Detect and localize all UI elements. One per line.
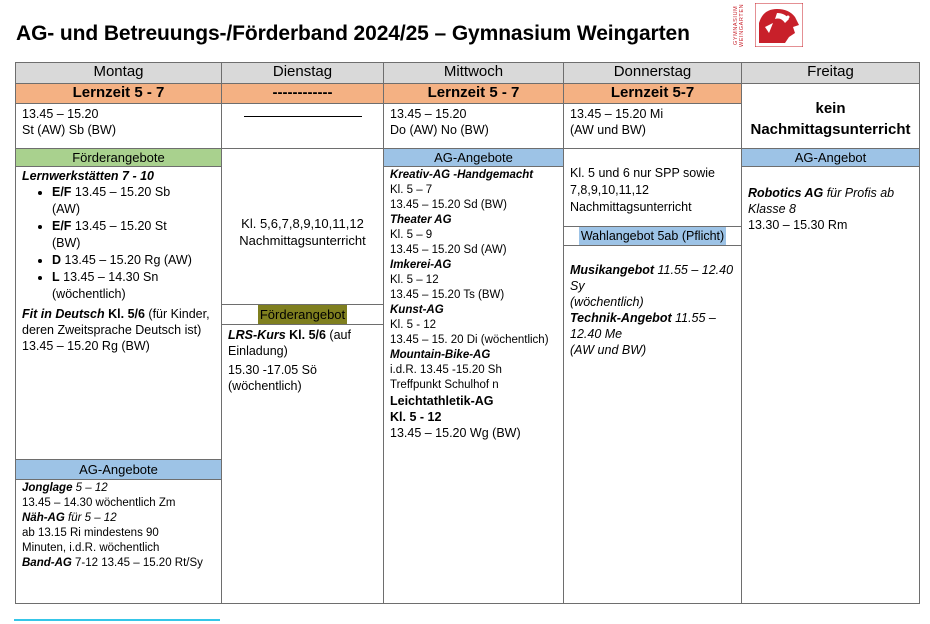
lernzeit-row — [16, 84, 920, 104]
day-header-row — [16, 63, 920, 84]
day-header-friday: Freitag — [742, 63, 920, 84]
ag-mountain-bike: Mountain-Bike-AG i.d.R. 13.45 -15.20 Sh Treffpunkt Schulhof n — [390, 349, 502, 391]
footer-accent-line — [14, 619, 220, 621]
lion-emblem-icon — [755, 3, 803, 47]
friday-no-afternoon-cell — [742, 84, 920, 149]
lernzeit-thursday: Lernzeit 5-7 — [564, 84, 742, 104]
list-item: • D 13.45 – 15.20 Rg (AW) — [52, 252, 215, 269]
friday-offers-cell — [742, 149, 920, 604]
ag-imkerei: Imkerei-AG Kl. 5 – 12 13.45 – 15.20 Ts (BW) — [390, 259, 505, 301]
lrs-kurs-line4: (wöchentlich) — [228, 379, 302, 393]
day-header-monday: Montag — [16, 63, 222, 84]
time-monday-line2: St (AW) Sb (BW) — [22, 123, 116, 137]
monday-ag-header: AG-Angebote — [16, 460, 221, 480]
fit-in-deutsch-line3: 13.45 – 15.20 Rg (BW) — [22, 339, 150, 353]
musikangebot-entry: Musikangebot 11.55 – 12.40 — [570, 263, 734, 277]
day-header-tuesday: Dienstag — [222, 63, 384, 84]
tuesday-blank-line — [244, 116, 362, 117]
tuesday-offers-cell — [222, 149, 384, 604]
time-thursday-line1: 13.45 – 15.20 Mi — [570, 107, 664, 121]
tuesday-nachmittag: Nachmittagsunterricht — [239, 233, 366, 248]
time-thursday — [564, 104, 742, 149]
day-header-thursday: Donnerstag — [564, 63, 742, 84]
ag-kreativ: Kreativ-AG -Handgemacht Kl. 5 – 7 13.45 – 15.20 Sd (BW) — [390, 169, 534, 211]
tuesday-foerder-header: Förderangebot — [259, 307, 346, 322]
lernwerkstaetten-list — [22, 184, 215, 303]
list-item: • E/F 13.45 – 15.20 Sb (AW) — [52, 184, 215, 218]
time-wednesday-line1: 13.45 – 15.20 — [390, 107, 467, 121]
thursday-intro-1: Kl. 5 und 6 nur SPP sowie — [570, 166, 715, 180]
technik-angebot-line2: 12.40 Me — [570, 327, 623, 341]
thursday-intro-3: Nachmittagsunterricht — [570, 200, 692, 214]
school-logo — [733, 3, 805, 47]
thursday-intro-2: 7,8,9,10,11,12 — [570, 183, 650, 197]
technik-angebot-line3: (AW und BW) — [570, 343, 647, 357]
lernzeit-tuesday: ------------ — [222, 84, 384, 104]
friday-ag-header: AG-Angebot — [742, 149, 919, 167]
tuesday-classes: Kl. 5,6,7,8,9,10,11,12 — [241, 216, 364, 231]
ag-theater: Theater AG Kl. 5 – 9 13.45 – 15.20 Sd (AW) — [390, 214, 507, 256]
lrs-kurs-entry: LRS-Kurs Kl. 5/6 (auf — [228, 328, 351, 342]
friday-nachmittag: Nachmittagsunterricht — [750, 121, 911, 138]
logo-wordmark: GYMNASIUM WEINGARTEN — [733, 3, 745, 47]
technik-angebot-entry: Technik-Angebot 11.55 – — [570, 311, 716, 325]
time-wednesday — [384, 104, 564, 149]
monday-foerder-header: Förderangebote — [16, 149, 221, 167]
robotics-time: 13.30 – 15.30 Rm — [748, 218, 848, 232]
time-thursday-line2: (AW und BW) — [570, 123, 646, 137]
lrs-kurs-line3: 15.30 -17.05 Sö — [228, 363, 317, 377]
musikangebot-line2: Sy — [570, 279, 585, 293]
offers-row — [16, 149, 920, 604]
day-header-wednesday: Mittwoch — [384, 63, 564, 84]
monday-offers-cell — [16, 149, 222, 604]
lernzeit-wednesday: Lernzeit 5 - 7 — [384, 84, 564, 104]
time-monday — [16, 104, 222, 149]
lernwerkstaetten-heading: Lernwerkstätten 7 - 10 — [22, 169, 154, 183]
robotics-entry: Robotics AG für Profis ab — [748, 186, 895, 200]
band-ag-entry: Band-AG 7-12 13.45 – 15.20 Rt/Sy — [22, 557, 203, 569]
page-title: AG- und Betreuungs-/Förderband 2024/25 – Gymnasium Weingarten — [16, 22, 690, 45]
friday-kein: kein — [815, 100, 846, 117]
list-item: • L 13.45 – 14.30 Sn (wöchentlich) — [52, 269, 215, 303]
fit-in-deutsch-line2: deren Zweitsprache Deutsch ist) — [22, 323, 202, 337]
naeh-ag-entry: Näh-AG für 5 – 12 — [22, 512, 117, 524]
schedule-table — [15, 62, 920, 604]
wednesday-ag-header: AG-Angebote — [384, 149, 563, 167]
time-monday-line1: 13.45 – 15.20 — [22, 107, 99, 121]
time-wednesday-line2: Do (AW) No (BW) — [390, 123, 489, 137]
fit-in-deutsch-entry: Fit in Deutsch Kl. 5/6 (für Kinder, — [22, 307, 210, 321]
ag-kunst: Kunst-AG Kl. 5 - 12 13.45 – 15. 20 Di (wöchentlich) — [390, 304, 549, 346]
robotics-line2: Klasse 8 — [748, 202, 796, 216]
ag-leichtathletik: Leichtathletik-AG Kl. 5 - 12 13.45 – 15.20 Wg (BW) — [390, 394, 521, 440]
naeh-ag-line3: Minuten, i.d.R. wöchentlich — [22, 542, 160, 554]
naeh-ag-line2: ab 13.15 Ri mindestens 90 — [22, 527, 159, 539]
wahlangebot-label: Wahlangebot 5ab (Pflicht) — [580, 229, 725, 243]
thursday-offers-cell — [564, 149, 742, 604]
lernzeit-monday: Lernzeit 5 - 7 — [16, 84, 222, 104]
lrs-kurs-line2: Einladung) — [228, 344, 288, 358]
jonglage-time: 13.45 – 14.30 wöchentlich Zm — [22, 497, 176, 509]
list-item: • E/F 13.45 – 15.20 St (BW) — [52, 218, 215, 252]
wednesday-offers-cell — [384, 149, 564, 604]
time-tuesday — [222, 104, 384, 149]
jonglage-entry: Jonglage 5 – 12 — [22, 482, 108, 494]
musikangebot-line3: (wöchentlich) — [570, 295, 644, 309]
